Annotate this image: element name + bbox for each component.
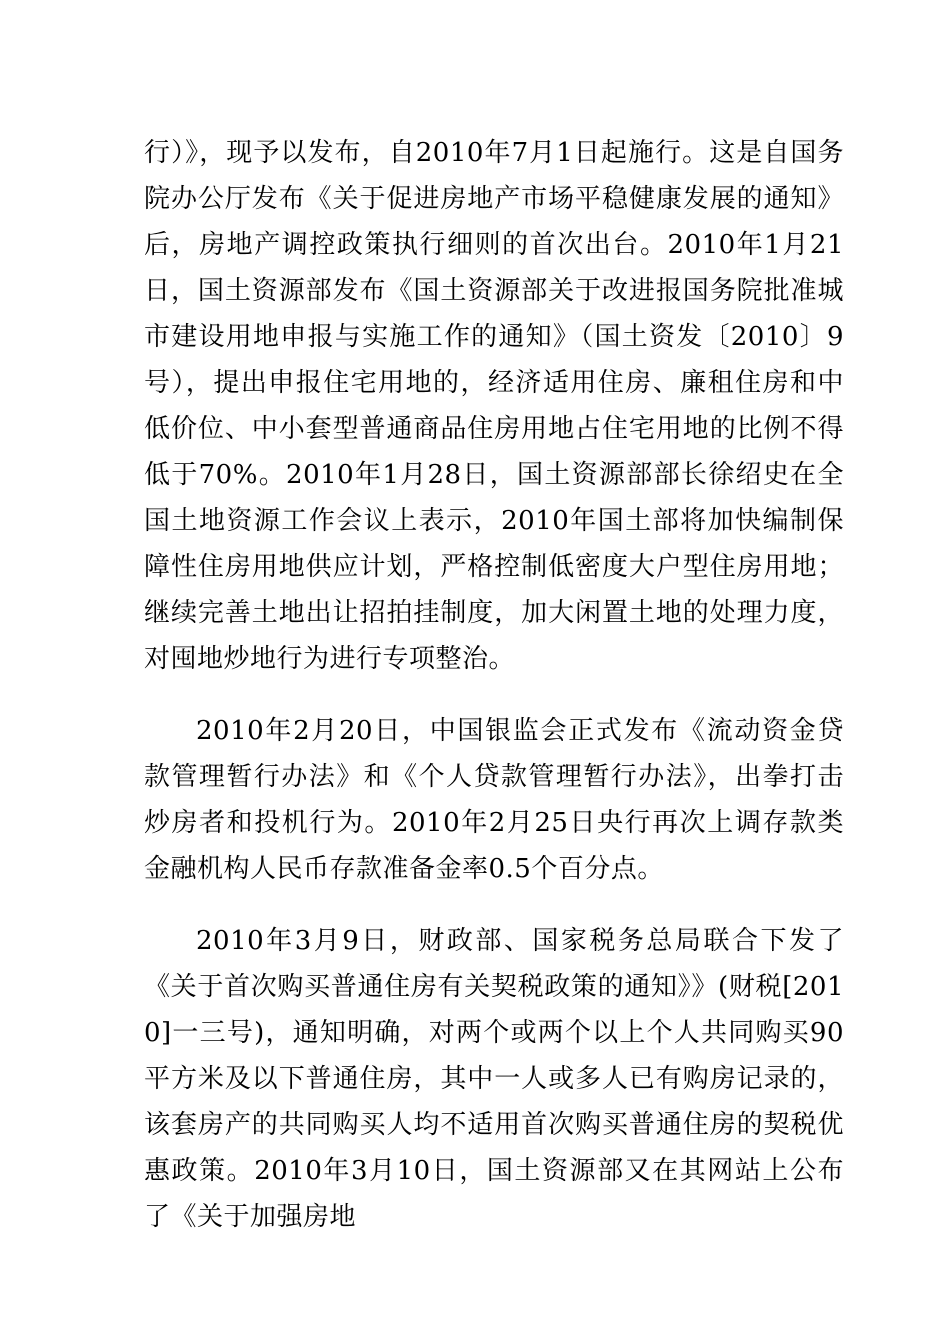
paragraph-1: 行）》，现予以发布，自2010年7月1日起施行。这是自国务院办公厅发布《关于促进房地产市场平稳健康发展的通知》后，房地产调控政策执行细则的首次出台。2010年1月21日，国土资源部发布《国土资源部关于改进报国务院批准城市建设用地申报与实施工作的通知》（国土资发〔2010〕9号），提出申报住宅用地的，经济适用住房、廉租住房和中低价位、中小套型普通商品住房用地占住宅用地的比例不得低于70%。2010年1月28日，国土资源部部长徐绍史在全国土地资源工作会议上表示，2010年国土部将加快编制保障性住房用地供应计划，严格控制低密度大户型住房用地；继续完善土地出让招拍挂制度，加大闲置土地的处理力度，对囤地炒地行为进行专项整治。	[144, 138, 844, 674]
document-body	[144, 130, 844, 1240]
paragraph-2: 2010年2月20日，中国银监会正式发布《流动资金贷款管理暂行办法》和《个人贷款管理暂行办法》，出拳打击炒房者和投机行为。2010年2月25日央行再次上调存款类金融机构人民币存款准备金率0.5个百分点。	[144, 716, 844, 884]
paragraph-3: 2010年3月9日，财政部、国家税务总局联合下发了《关于首次购买普通住房有关契税政策的通知》》(财税[2010]一三号)，通知明确，对两个或两个以上个人共同购买90平方米及以下普通住房，其中一人或多人已有购房记录的，该套房产的共同购买人均不适用首次购买普通住房的契税优惠政策。2010年3月10日，国土资源部又在其网站上公布了《关于加强房地	[144, 926, 844, 1232]
